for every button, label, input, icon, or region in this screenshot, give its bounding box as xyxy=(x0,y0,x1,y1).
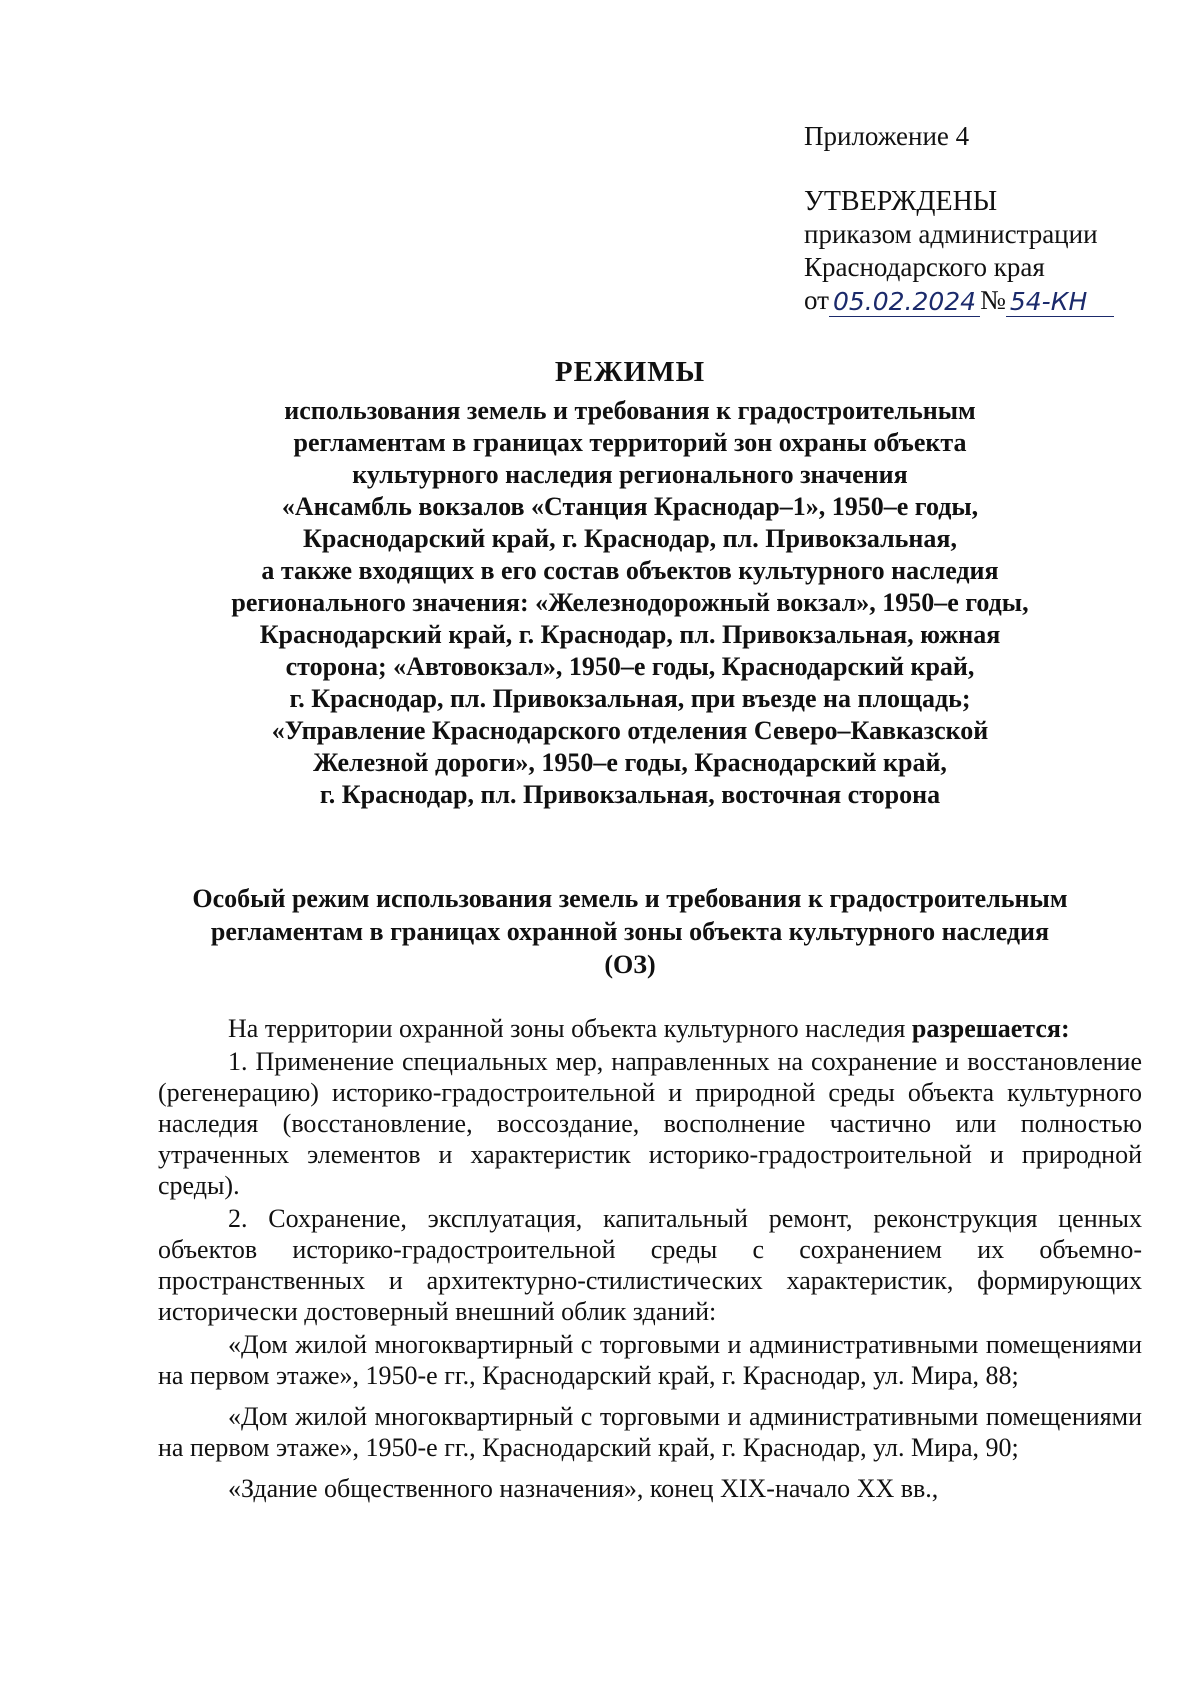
title-line: «Управление Краснодарского отделения Северо–Кавказской xyxy=(271,716,989,745)
paragraph-2: 2. Сохранение, эксплуатация, капитальный ремонт, реконструкция ценных объектов историко-градостроительной среды с сохранением их объемно-пространственных и архитектурно-стилистических характеристик, формирующих исторически достоверный внешний облик зданий: xyxy=(158,1204,1142,1326)
approval-date-line xyxy=(804,284,1164,317)
section-heading-line: Особый режим использования земель и требования к градостроительным xyxy=(192,884,1068,913)
title-line: использования земель и требования к градостроительным xyxy=(284,396,976,425)
approval-block xyxy=(804,120,1164,317)
approval-line-2: Краснодарского края xyxy=(804,252,1045,282)
section-heading xyxy=(150,882,1110,981)
section-heading-line: регламентам в границах охранной зоны объекта культурного наследия xyxy=(210,917,1050,946)
title-line: Железной дороги», 1950–е годы, Краснодарский край, xyxy=(313,748,947,777)
title-line: г. Краснодар, пл. Привокзальная, восточная сторона xyxy=(319,780,941,809)
title-main: РЕЖИМЫ xyxy=(554,356,706,388)
list-item: «Дом жилой многоквартирный с торговыми и административными помещениями на первом этаже», 1950-е гг., Краснодарский край, г. Краснодар, ул. Мира, 90; xyxy=(158,1402,1142,1462)
handwritten-number: 54-КН xyxy=(1006,288,1114,317)
date-prefix: от xyxy=(804,285,829,315)
intro-bold: разрешается: xyxy=(911,1014,1070,1043)
list-item: «Здание общественного назначения», конец XIX-начало XX вв., xyxy=(228,1474,939,1503)
title-line: а также входящих в его состав объектов культурного наследия xyxy=(261,556,999,585)
title-line: сторона; «Автовокзал», 1950–е годы, Краснодарский край, xyxy=(285,652,975,681)
intro-paragraph xyxy=(158,1013,1142,1044)
paragraph-1: 1. Применение специальных мер, направленных на сохранение и восстановление (регенерацию) историко-градостроительной и природной среды объекта культурного наследия (восстановление, воссоздание, восполнение частично или полностью утраченных элементов и характеристик историко-градостроительной и природной среды). xyxy=(158,1047,1142,1200)
list-item: «Дом жилой многоквартирный с торговыми и административными помещениями на первом этаже», 1950-е гг., Краснодарский край, г. Краснодар, ул. Мира, 88; xyxy=(158,1330,1142,1390)
title-line: регламентам в границах территорий зон охраны объекта xyxy=(293,428,967,457)
body-text xyxy=(158,1013,1142,1506)
approved-label: УТВЕРЖДЕНЫ xyxy=(804,186,998,217)
title-line: Краснодарский край, г. Краснодар, пл. Привокзальная, южная xyxy=(259,620,1001,649)
appendix-label: Приложение 4 xyxy=(804,121,970,151)
title-line: регионального значения: «Железнодорожный вокзал», 1950–е годы, xyxy=(231,588,1029,617)
number-sign: № xyxy=(980,285,1006,315)
title-line: г. Краснодар, пл. Привокзальная, при въезде на площадь; xyxy=(289,684,971,713)
title-subtitle xyxy=(150,395,1110,811)
approval-line-1: приказом администрации xyxy=(804,219,1098,249)
title-line: культурного наследия регионального значения xyxy=(352,460,908,489)
title-line: «Ансамбль вокзалов «Станция Краснодар–1», 1950–е годы, xyxy=(281,492,979,521)
document-title xyxy=(150,356,1110,811)
section-heading-line: (ОЗ) xyxy=(604,950,656,979)
title-line: Краснодарский край, г. Краснодар, пл. Привокзальная, xyxy=(303,524,957,553)
handwritten-date: 05.02.2024 xyxy=(829,288,980,317)
intro-text: На территории охранной зоны объекта культурного наследия xyxy=(228,1014,906,1043)
